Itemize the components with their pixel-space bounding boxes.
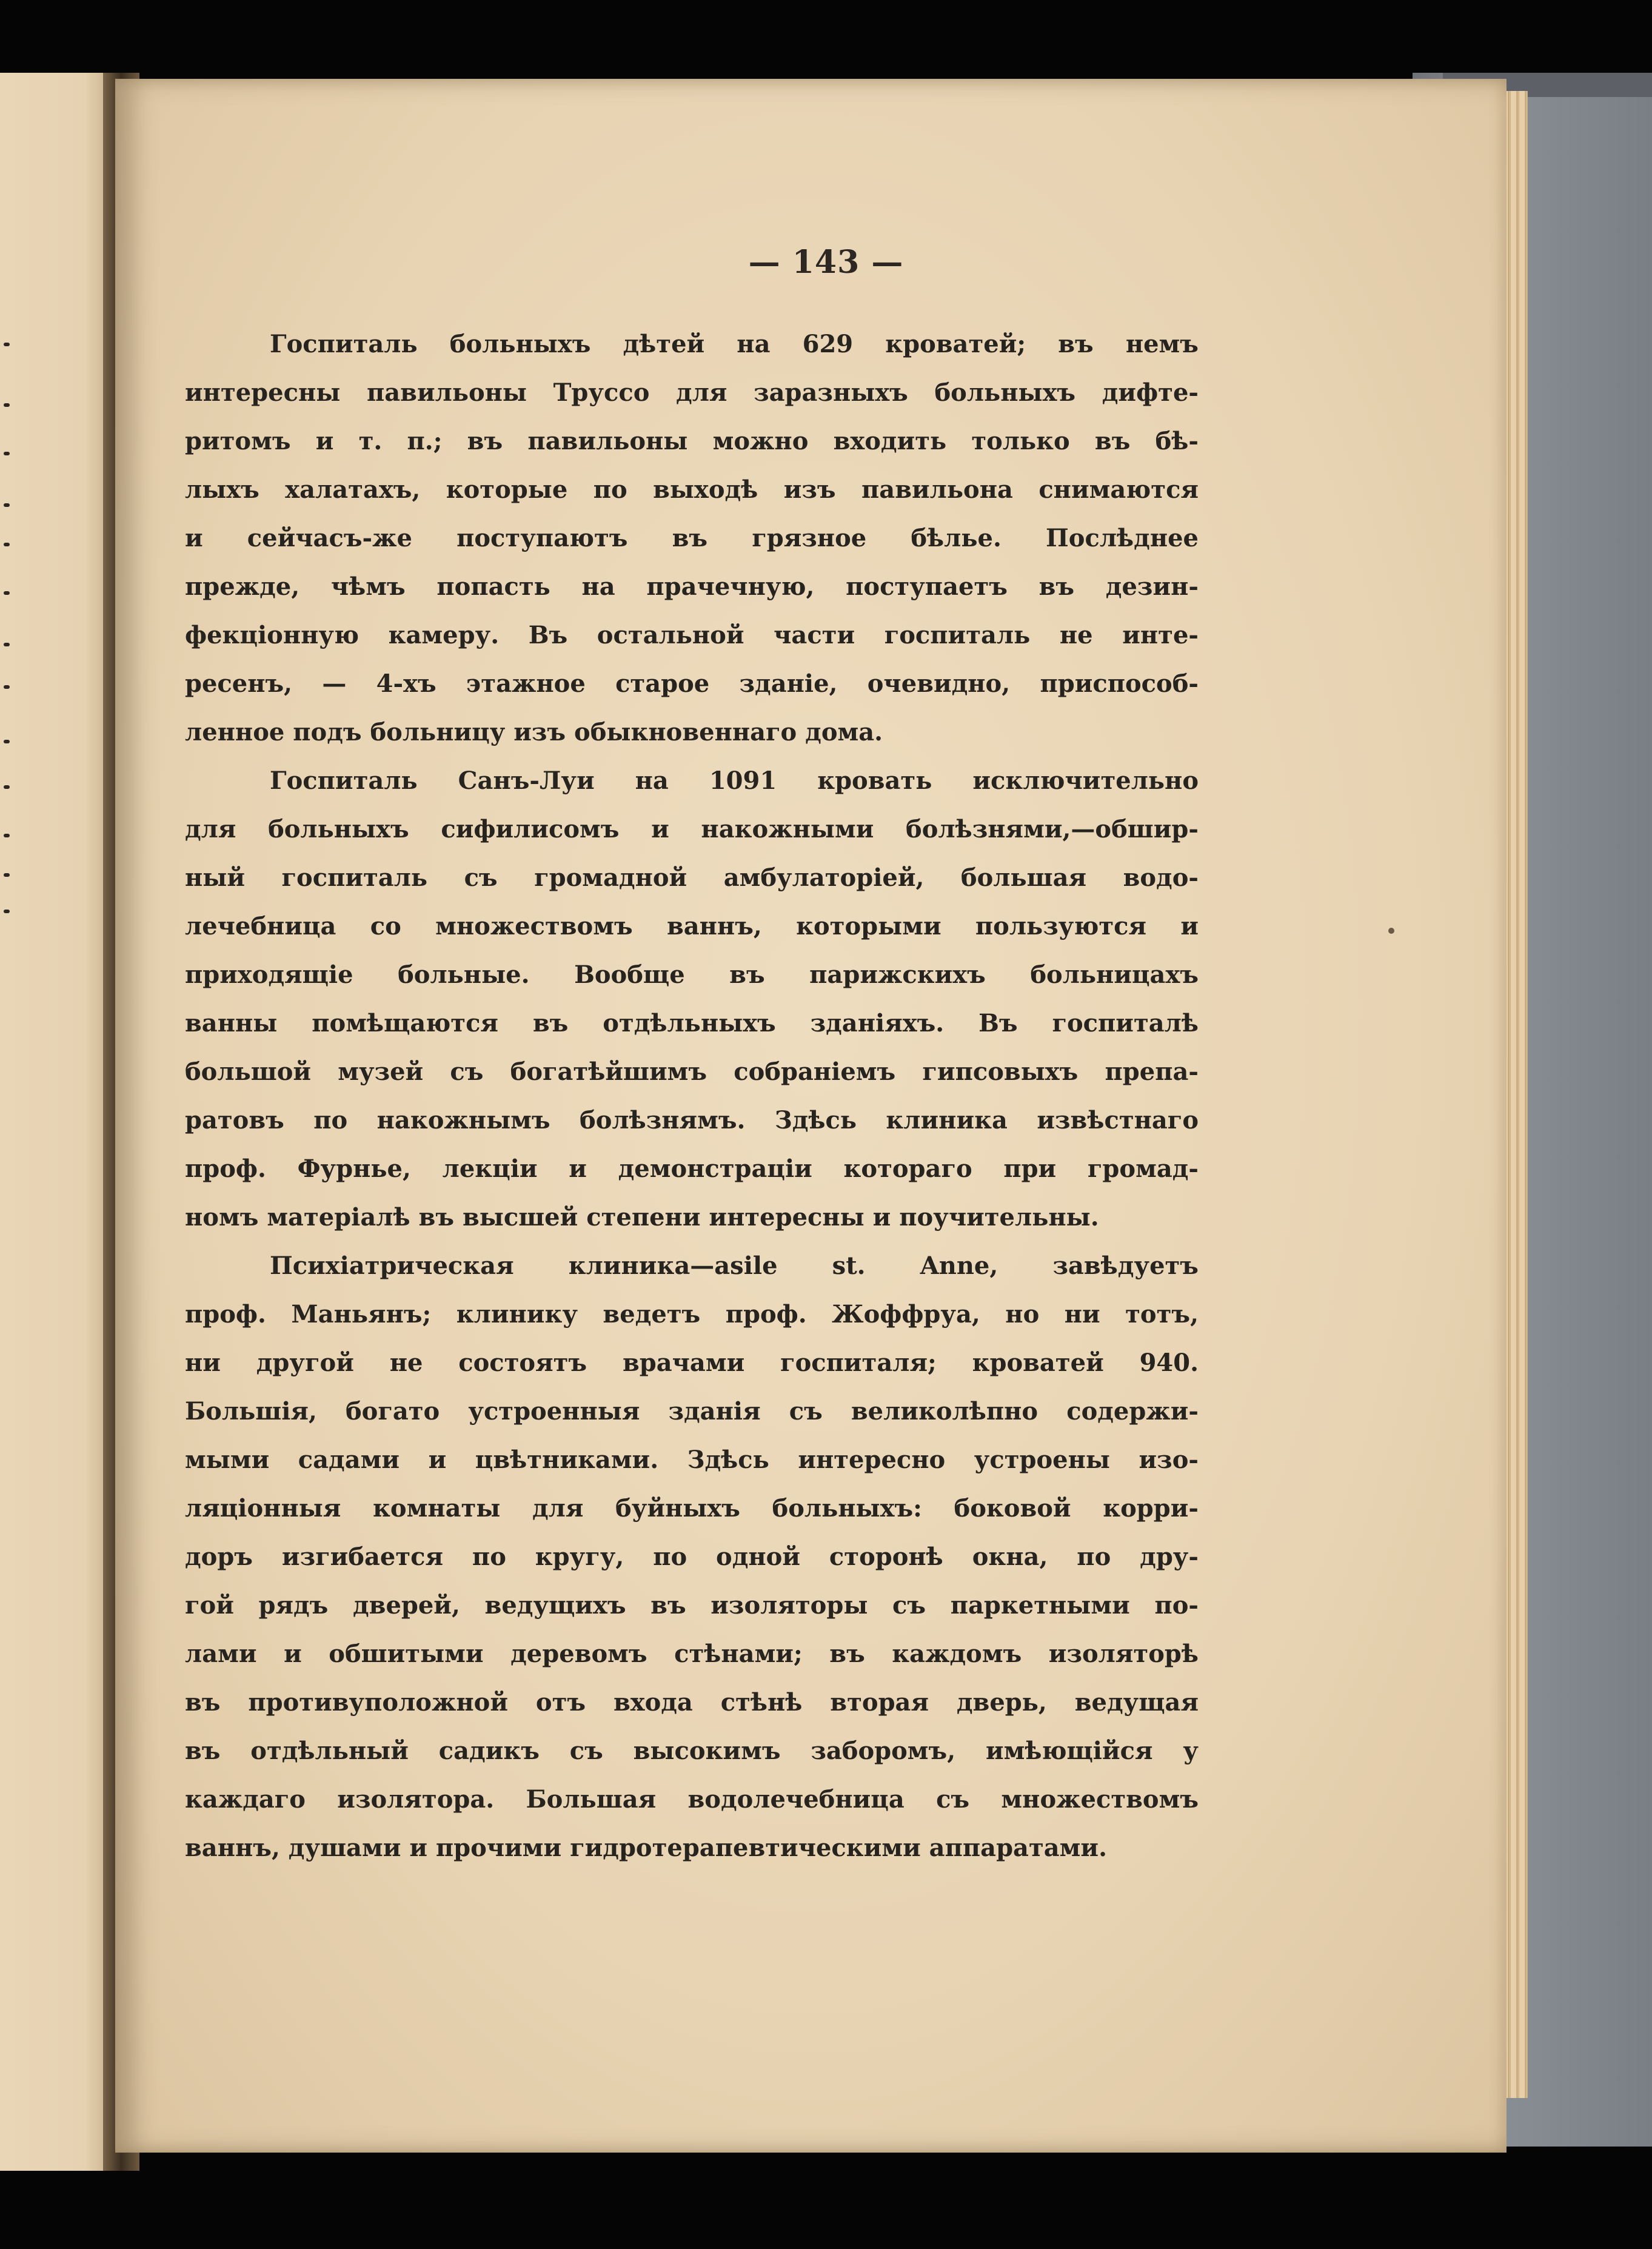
text-line: въ противуположной отъ входа стѣнѣ вторая дверь, ведущая xyxy=(185,1688,1199,1717)
text-line: для больныхъ сифилисомъ и накожными болѣзнями,—обшир- xyxy=(185,815,1199,843)
text-line: ляціонныя комнаты для буйныхъ больныхъ: боковой корри- xyxy=(185,1494,1199,1523)
text-line: лечебница со множествомъ ваннъ, которыми пользуются и xyxy=(185,912,1199,940)
text-line: проф. Маньянъ; клинику ведетъ проф. Жоффруа, но ни тотъ, xyxy=(185,1300,1199,1329)
text-line: ваннъ, душами и прочими гидротерапевтическими аппаратами. xyxy=(185,1834,1107,1862)
text-line: ный госпиталь съ громадной амбулаторіей, большая водо- xyxy=(185,863,1199,892)
text-line: и сейчасъ-же поступаютъ въ грязное бѣлье. Послѣднее xyxy=(185,524,1199,552)
text-line: проф. Фурнье, лекціи и демонстраціи котораго при громад- xyxy=(185,1155,1199,1183)
text-line: ванны помѣщаются въ отдѣльныхъ зданіяхъ. Въ госпиталѣ xyxy=(185,1009,1199,1037)
text-line: Госпиталь Санъ-Луи на 1091 кровать исключительно xyxy=(270,766,1199,795)
text-line: ленное подъ больницу изъ обыкновеннаго дома. xyxy=(185,718,883,746)
text-line: прежде, чѣмъ попасть на прачечную, поступаетъ въ дезин- xyxy=(185,572,1199,601)
text-line: большой музей съ богатѣйшимъ собраніемъ гипсовыхъ препа- xyxy=(185,1057,1199,1086)
text-line: ни другой не состоятъ врачами госпиталя; кроватей 940. xyxy=(185,1349,1199,1377)
page-text xyxy=(185,320,1199,1872)
text-line: интересны павильоны Труссо для заразныхъ больныхъ дифте- xyxy=(185,378,1199,407)
text-line: ритомъ и т. п.; въ павильоны можно входить только въ бѣ- xyxy=(185,427,1199,455)
text-line: фекціонную камеру. Въ остальной части госпиталь не инте- xyxy=(185,621,1199,649)
text-line: Госпиталь больныхъ дѣтей на 629 кроватей; въ немъ xyxy=(270,330,1199,358)
text-line: въ отдѣльный садикъ съ высокимъ заборомъ, имѣющійся у xyxy=(185,1737,1199,1765)
text-line: приходящіе больные. Вообще въ парижскихъ больницахъ xyxy=(185,960,1199,989)
text-line: ратовъ по накожнымъ болѣзнямъ. Здѣсь клиника извѣстнаго xyxy=(185,1106,1199,1135)
paper-stain xyxy=(1388,928,1394,934)
text-line: доръ изгибается по кругу, по одной сторонѣ окна, по дру- xyxy=(185,1543,1199,1571)
text-line: ресенъ, — 4-хъ этажное старое зданіе, очевидно, приспособ- xyxy=(185,669,1199,698)
text-line: мыми садами и цвѣтниками. Здѣсь интересно устроены изо- xyxy=(185,1446,1199,1474)
page-number: — 143 — xyxy=(748,244,904,281)
text-line: Психіатрическая клиника—asile st. Anne, завѣдуетъ xyxy=(270,1252,1199,1280)
text-line: каждаго изолятора. Большая водолечебница съ множествомъ xyxy=(185,1785,1199,1814)
text-line: гой рядъ дверей, ведущихъ въ изоляторы съ паркетными по- xyxy=(185,1591,1199,1620)
text-line: лыхъ халатахъ, которые по выходѣ изъ павильона снимаются xyxy=(185,475,1199,504)
text-line: Большія, богато устроенныя зданія съ великолѣпно содержи- xyxy=(185,1397,1199,1426)
text-line: номъ матеріалѣ въ высшей степени интересны и поучительны. xyxy=(185,1203,1099,1232)
text-line: лами и обшитыми деревомъ стѣнами; въ каждомъ изоляторѣ xyxy=(185,1640,1199,1668)
